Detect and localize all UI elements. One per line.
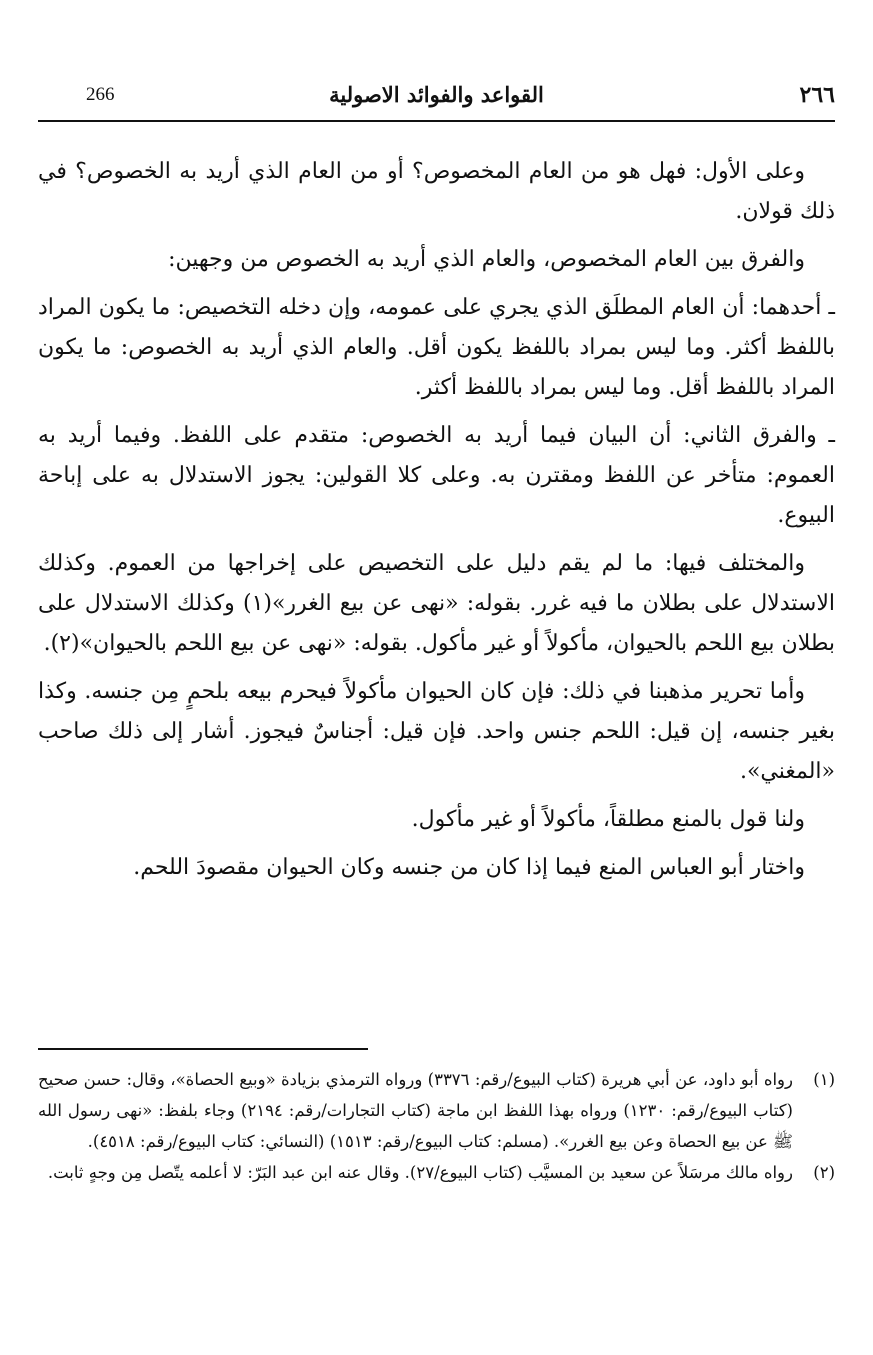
book-page — [38, 0, 835, 1355]
main-text — [38, 152, 835, 896]
page-number-latin: 266 — [86, 84, 115, 105]
footnote-text: رواه مالك مرسَلاً عن سعيد بن المسيَّب (كتاب البيوع/٢٧). وقال عنه ابن عبد البَرّ: لا أعلمه يتّصل مِن وجهٍ ثابت. — [47, 1163, 793, 1182]
paragraph: ولنا قول بالمنع مطلقاً، مأكولاً أو غير مأكول. — [411, 807, 805, 832]
footnotes — [38, 1064, 835, 1188]
footnote-number: (١) — [813, 1070, 835, 1089]
footnote-number: (٢) — [813, 1163, 835, 1182]
running-title: القواعد والفوائد الاصولية — [329, 82, 544, 107]
paragraph: والمختلف فيها: ما لم يقم دليل على التخصيص على إخراجها من العموم. وكذلك الاستدلال على بطلان ما فيه غرر. بقوله: «نهى عن بيع الغرر»(١) وكذلك الاستدلال على بطلان بيع اللحم بالحيوان، مأكولاً أو غير مأكول. بقوله: «نهى عن بيع اللحم بالحيوان»(٢). — [38, 551, 836, 656]
footnote — [38, 1157, 835, 1188]
paragraph: ـ أحدهما: أن العام المطلَق الذي يجري على عمومه، وإن دخله التخصيص: ما يكون المراد باللفظ أكثر. وما ليس بمراد باللفظ يكون أقل. والعام الذي أريد به الخصوص: ما يكون المراد باللفظ أقل. وما ليس بمراد باللفظ أكثر. — [38, 295, 835, 400]
paragraph: والفرق بين العام المخصوص، والعام الذي أريد به الخصوص من وجهين: — [168, 247, 805, 272]
page-number-arabic: ٢٦٦ — [799, 82, 835, 108]
header-rule — [38, 120, 835, 122]
paragraph: وعلى الأول: فهل هو من العام المخصوص؟ أو من العام الذي أريد به الخصوص؟ في ذلك قولان. — [38, 159, 835, 224]
footnote-separator — [38, 1048, 368, 1050]
paragraph: وأما تحرير مذهبنا في ذلك: فإن كان الحيوان مأكولاً فيحرم بيعه بلحمٍ مِن جنسه. وكذا بغير جنسه، إن قيل: اللحم جنس واحد. فإن قيل: أجناسٌ فيجوز. أشار إلى ذلك صاحب «المغني». — [38, 679, 835, 784]
footnote-text: رواه أبو داود، عن أبي هريرة (كتاب البيوع/رقم: ٣٣٧٦) ورواه الترمذي بزيادة «وبيع الحصاة»، وقال: حسن صحيح (كتاب البيوع/رقم: ١٢٣٠) ورواه بهذا اللفظ ابن ماجة (كتاب التجارات/رقم: ٢١٩٤) وجاء بلفظ: «نهى رسول الله ﷺ عن بيع الحصاة وعن بيع الغرر». (مسلم: كتاب البيوع/رقم: ١٥١٣) (النسائي: كتاب البيوع/رقم: ٤٥١٨). — [38, 1070, 793, 1151]
footnote — [38, 1064, 835, 1157]
paragraph: ـ والفرق الثاني: أن البيان فيما أريد به الخصوص: متقدم على اللفظ. وفيما أريد به العموم: متأخر عن اللفظ ومقترن به. وعلى كلا القولين: يجوز الاستدلال به على إباحة البيوع. — [38, 423, 835, 528]
page-header — [38, 80, 835, 114]
paragraph: واختار أبو العباس المنع فيما إذا كان من جنسه وكان الحيوان مقصودَ اللحم. — [133, 855, 805, 880]
